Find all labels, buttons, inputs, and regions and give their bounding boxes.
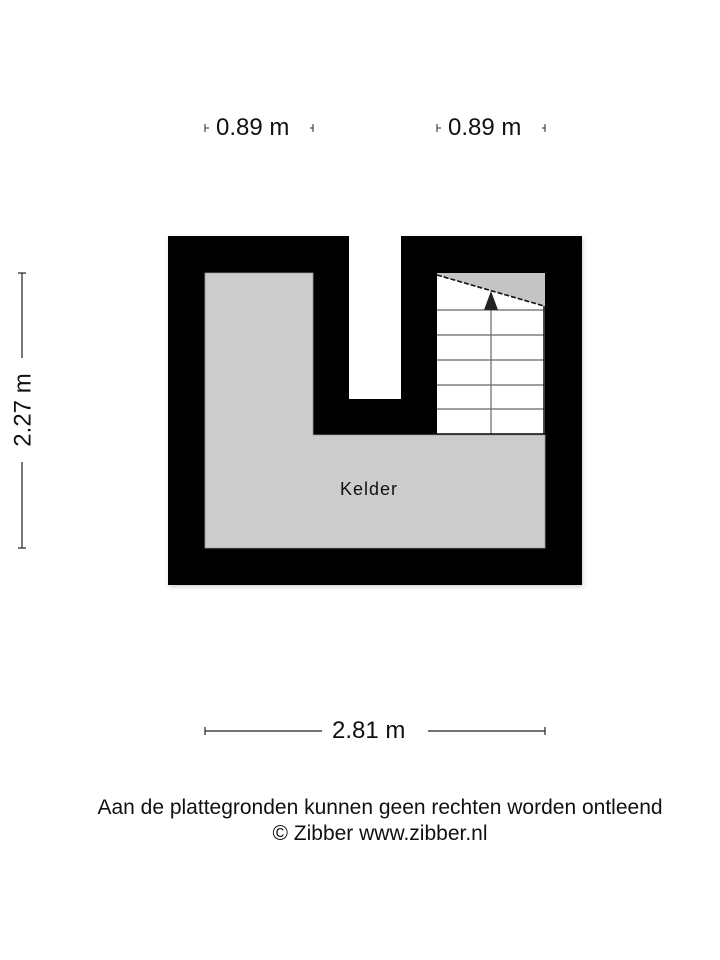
notch: [349, 236, 401, 399]
room-label-kelder: Kelder: [340, 479, 399, 499]
dimension-left: 2.27 m: [9, 373, 37, 447]
staircase: [437, 273, 545, 435]
disclaimer-text: Aan de plattegronden kunnen geen rechten worden ontleend: [97, 796, 663, 819]
copyright-text: © Zibber www.zibber.nl: [272, 822, 488, 845]
dimension-bottom: 2.81 m: [332, 717, 406, 744]
dimension-top-right: 0.89 m: [448, 114, 522, 141]
dimension-top-left: 0.89 m: [216, 114, 290, 141]
